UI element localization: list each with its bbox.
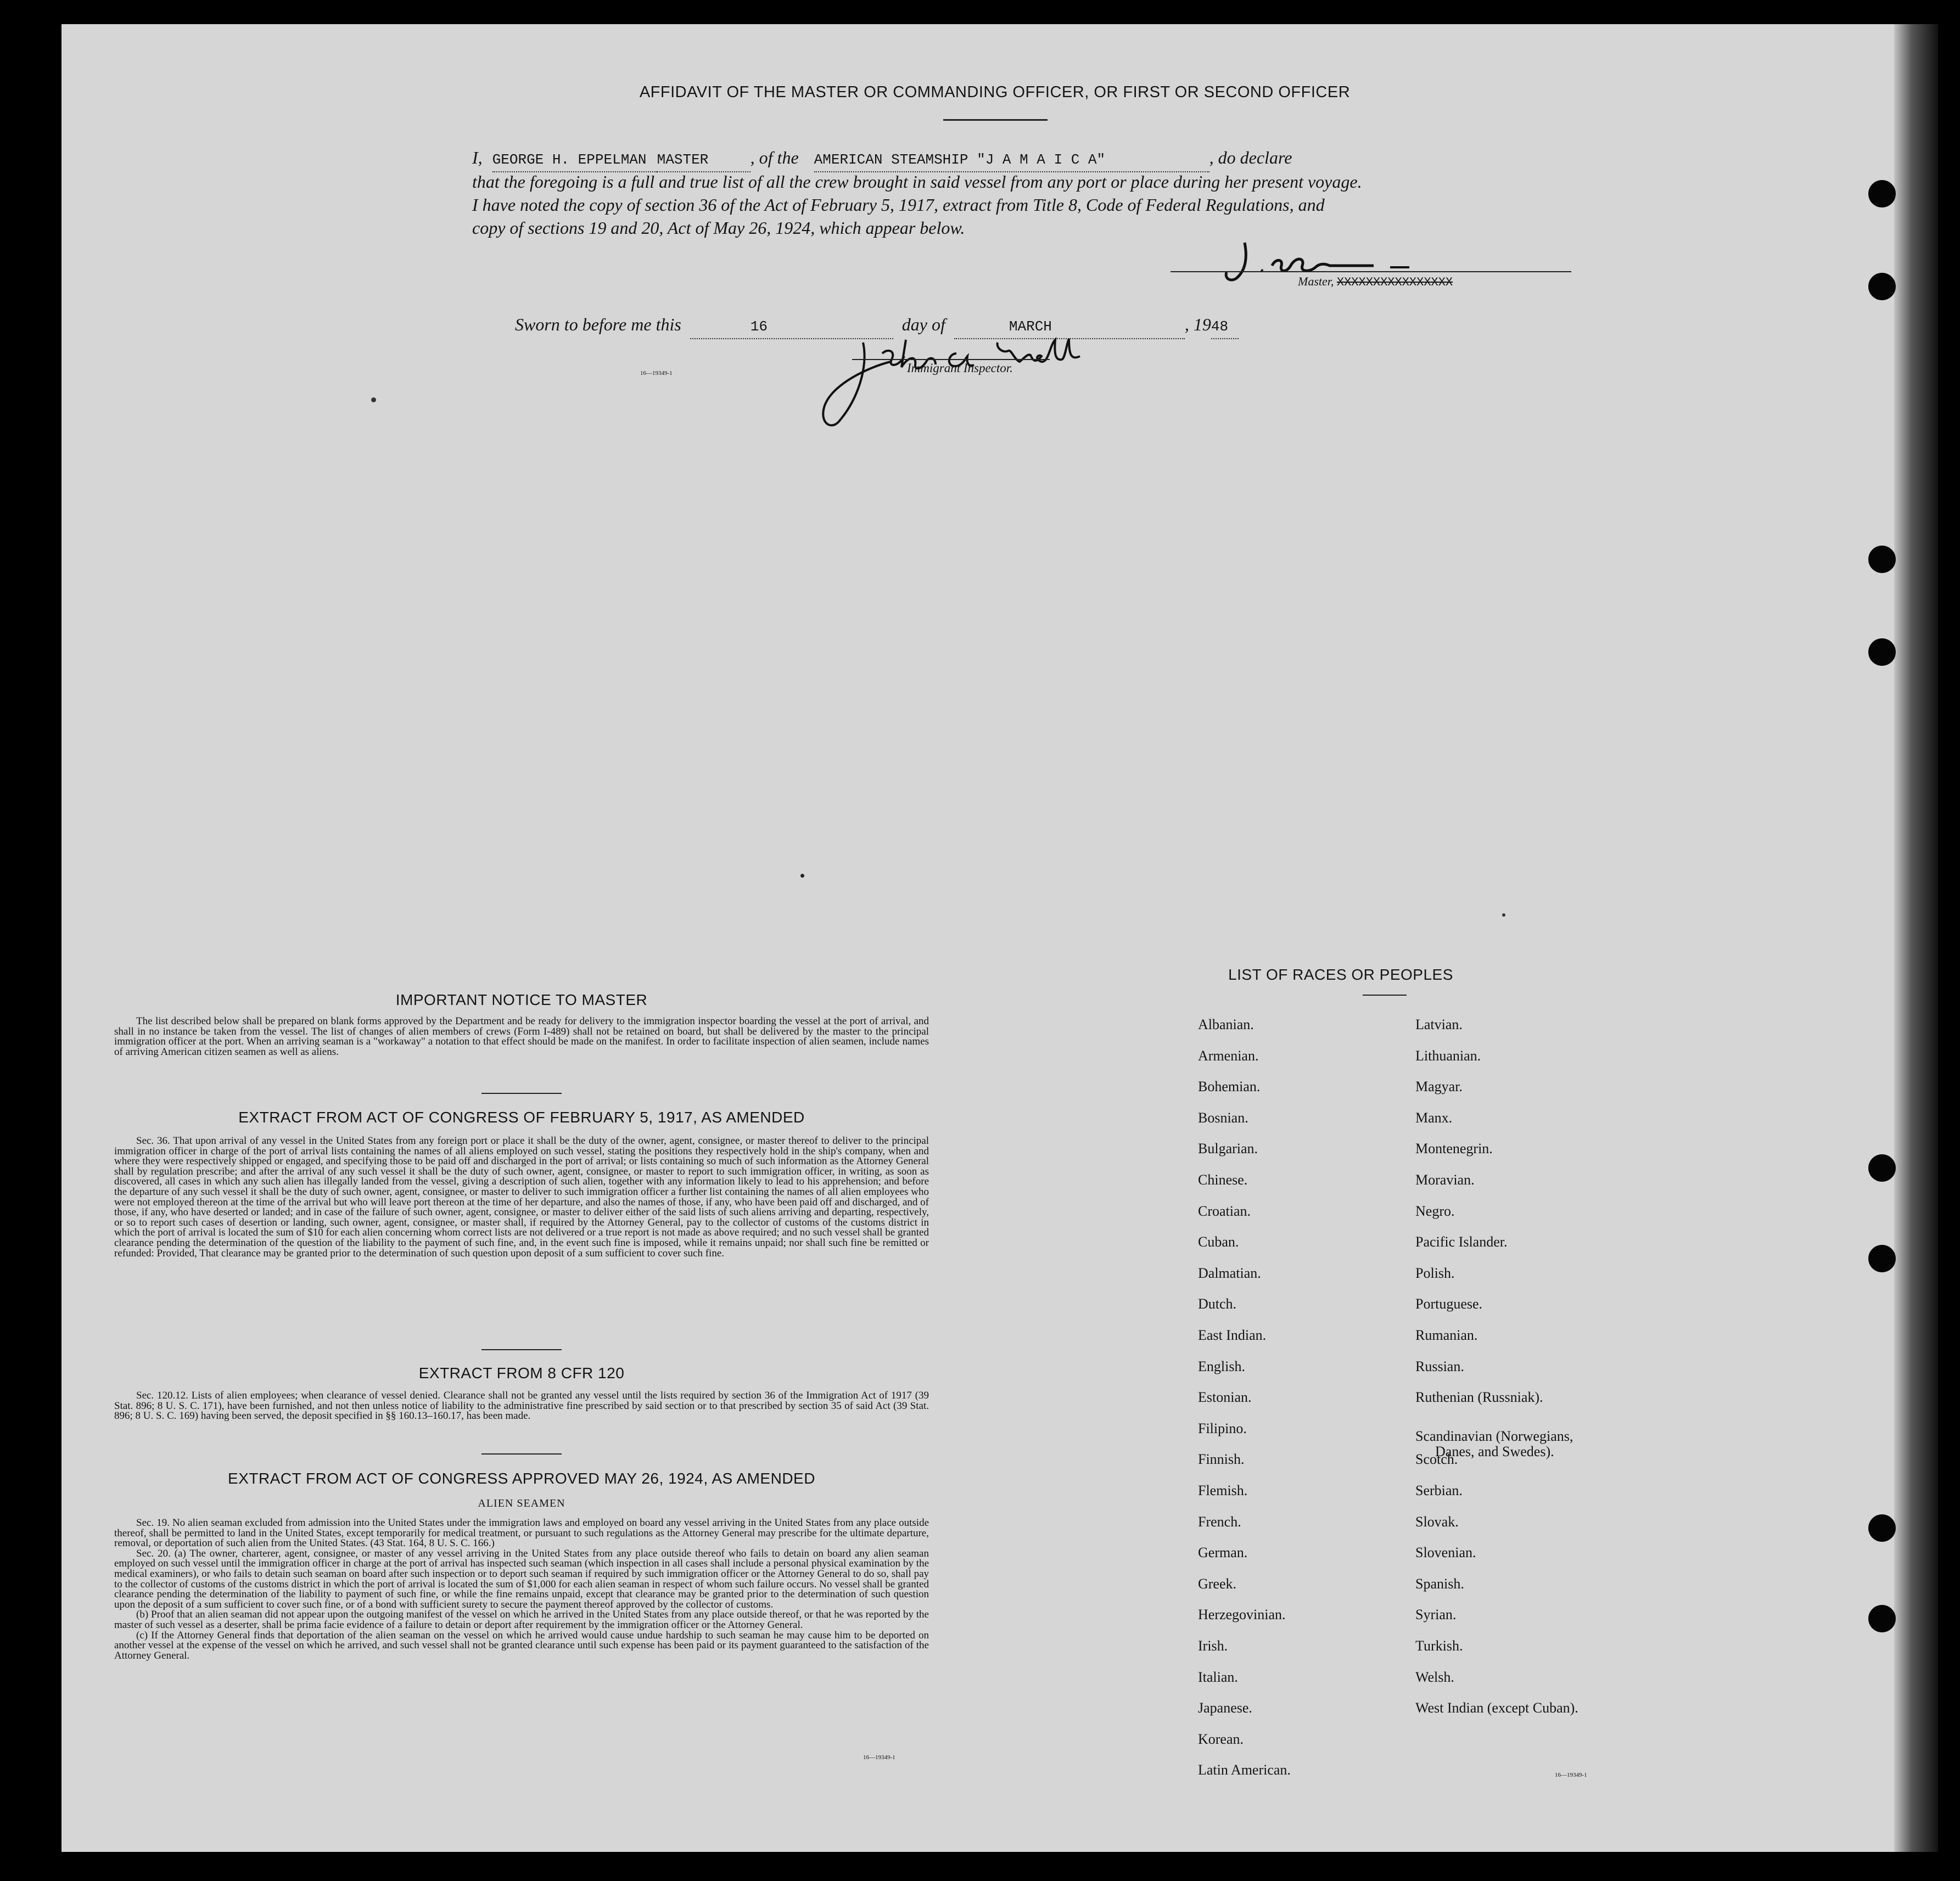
races-title: LIST OF RACES OR PEOPLES	[1228, 966, 1453, 983]
master-name-field: GEORGE H. EPPELMAN	[492, 148, 657, 172]
notice-text	[114, 1017, 929, 1057]
master-caption	[1298, 274, 1453, 289]
binder-hole	[1868, 1514, 1896, 1542]
race-item: Portuguese.	[1415, 1296, 1483, 1312]
notice-paragraph: The list described below shall be prepared on blank forms approved by the Department and be ready for delivery to the immigration inspector boarding the vessel at the port of arrival, and shall in no instance be taken from the vessel. The list of changes of alien members of crews (Form I-489) shall not be retained on board, but shall be delivered by the master to the principal immigration officer at the port. When an arriving seaman is a "workaway" a notation to that effect should be made on the manifest. In order to facilitate inspection of alien seamen, include names of arriving American citizen seamen as well as aliens.	[114, 1015, 929, 1058]
form-page	[61, 24, 1894, 1852]
race-item: Scandinavian (Norwegians,	[1415, 1428, 1573, 1444]
race-item: Russian.	[1415, 1358, 1464, 1374]
inspector-signature-line	[852, 359, 1050, 360]
race-item: French.	[1198, 1513, 1241, 1530]
master-signature-line	[1171, 271, 1571, 272]
race-item: Chinese.	[1198, 1172, 1248, 1188]
sec-19-paragraph: Sec. 19. No alien seaman excluded from admission into the United States under the immigration laws and employed on board any vessel arriving in the United States from any place outside thereof, shall be permitted to land in the United States, except temporarily for medical treatment, or pursuant to such regulations as the Attorney General may prescribe for the ultimate departure, removal, or deportation of such alien from the United States. (43 Stat. 164, 8 U. S. C. 166.)	[114, 1517, 929, 1549]
divider-1	[481, 1093, 562, 1094]
speck	[1502, 913, 1505, 917]
race-item: Welsh.	[1415, 1669, 1454, 1685]
race-item: Albanian.	[1198, 1017, 1254, 1032]
inspector-caption: Immigrant Inspector.	[907, 361, 1013, 375]
race-item: Serbian.	[1415, 1483, 1463, 1498]
rank-field: MASTER	[657, 148, 751, 172]
binder-hole	[1868, 1154, 1896, 1182]
race-item: Dalmatian.	[1198, 1265, 1261, 1281]
race-item: Scotch.	[1415, 1451, 1458, 1468]
master-caption-label: Master,	[1298, 274, 1334, 288]
vessel-field: AMERICAN STEAMSHIP "J A M A I C A"	[814, 148, 1209, 172]
race-item: Japanese.	[1198, 1700, 1252, 1716]
race-item: East Indian.	[1198, 1327, 1267, 1343]
page-edge-shadow	[1894, 24, 1938, 1852]
race-item: Italian.	[1198, 1669, 1238, 1685]
year-field: 48	[1211, 315, 1239, 339]
speck	[800, 874, 804, 878]
race-item: Finnish.	[1198, 1451, 1245, 1468]
race-item: Flemish.	[1198, 1483, 1248, 1498]
race-item: English.	[1198, 1358, 1245, 1374]
extract-1917-paragraph: Sec. 36. That upon arrival of any vessel in the United States from any foreign port or place it shall be the duty of the owner, agent, consignee, or master thereof to deliver to the principal immigration officer in charge of the port of arrival lists containing the names of all aliens employed on such vessel, stating the positions they respectively hold in the ship's company, when and where they were respectively shipped or engaged, and specifying those to be paid off and discharged in the port of arrival; or lists containing so much of such information as the Attorney General shall by regulation prescribe; and after the arrival of any such vessel it shall be the duty of such owner, agent, consignee, or master to report to such immigration officer, in writing, as soon as discovered, all cases in which any such alien has illegally landed from the vessel, giving a description of such alien, together with any information likely to lead to his apprehension; and before the departure of any such vessel it shall be the duty of such owner, agent, consignee, or master to deliver to such immigration officer a further list containing the names of all alien employees who were not employed thereon at the time of the arrival but who will leave port thereon at the time of her departure, and also the names of those, if any, who have been paid off and discharged, and of those, if any, who have deserted or landed; and in case of the failure of such owner, agent, consignee, or master to deliver either of the said lists of such aliens arriving and departing, respectively, or so to report such cases of desertion or landing, such owner, agent, consignee, or master shall, if required by the Attorney General, pay to the collector of customs of the customs district in which the port of arrival is located the sum of $10 for each alien concerning whom correct lists are not delivered or a true report is not made as above required; and no such vessel shall be granted clearance pending the determination of the question of the liability to the payment of such fine, and, in the event such fine is imposed, while it remains unpaid; nor shall such fine be remitted or refunded: Provided, That clearance may be granted prior to the determination of such question upon deposit of a sum sufficient to cover such fine.	[114, 1135, 929, 1259]
extract-cfr-text	[114, 1391, 929, 1422]
binder-hole	[1868, 1605, 1896, 1632]
affidavit-line-1	[472, 146, 1581, 172]
alien-seamen-subtitle: ALIEN SEAMEN	[478, 1497, 565, 1509]
day-field: 16	[690, 315, 893, 339]
race-item: Slovenian.	[1415, 1545, 1476, 1561]
inspector-signature-svg	[792, 323, 1132, 433]
extract-1917-title: EXTRACT FROM ACT OF CONGRESS OF FEBRUARY 5, 1917, AS AMENDED	[238, 1109, 805, 1126]
race-item: Croatian.	[1198, 1203, 1251, 1219]
race-item: Negro.	[1415, 1203, 1455, 1219]
of-the-label: , of the	[750, 148, 799, 167]
form-number-right: 16—19349-1	[1555, 1772, 1587, 1778]
race-item: Greek.	[1198, 1575, 1237, 1592]
race-item: Irish.	[1198, 1638, 1228, 1654]
extract-1924-title: EXTRACT FROM ACT OF CONGRESS APPROVED MAY 26, 1924, AS AMENDED	[228, 1470, 815, 1487]
race-item: Latin American.	[1198, 1762, 1291, 1778]
race-item: Cuban.	[1198, 1234, 1239, 1250]
race-item: Moravian.	[1415, 1172, 1475, 1188]
affidavit-line-3: I have noted the copy of section 36 of the Act of February 5, 1917, extract from Title 8, Code of Federal Regulations, and	[472, 195, 1325, 215]
affidavit-line-4: copy of sections 19 and 20, Act of May 26, 1924, which appear below.	[472, 218, 965, 238]
divider-3	[481, 1453, 562, 1455]
sec-20a-paragraph: Sec. 20. (a) The owner, charterer, agent, consignee, or master of any vessel arriving in the United States from any place outside thereof who fails to detain on board any alien seaman employed on such vessel until the immigration officer in charge at the port of arrival has inspected such seaman (which inspection in all cases shall include a personal physical examination by the medical examiners), or who fails to detain such seaman on board after such inspection or to deport such seaman if required by such immigration officer or the Attorney General to do so, shall pay to the collector of customs of the customs district in which the port of arrival is located the sum of $1,000 for each alien seaman in respect of whom such failure occurs. No vessel shall be granted clearance pending the determination of the liability to payment of such fine, or while the fine remains unpaid, except that clearance may be granted prior to the determination of such question upon the deposit of a sum sufficient to cover such fine, or of a bond with sufficient surety to secure the payment thereof approved by the collector of customs.	[114, 1547, 929, 1610]
binder-hole	[1868, 273, 1896, 300]
extract-cfr-paragraph: Sec. 120.12. Lists of alien employees; when clearance of vessel denied. Clearance shall not be granted any vessel until the lists required by section 36 of the Immigration Act of 1917 (39 Stat. 896; 8 U. S. C. 171), have been furnished, and not then unless notice of liability to the administrative fine prescribed by said section or to that prescribed by section 35 of said Act (39 Stat. 896; 8 U. S. C. 169) having been served, the deposit specified in §§ 160.13–160.17, has been made.	[114, 1390, 929, 1422]
sec-20b-paragraph: (b) Proof that an alien seaman did not appear upon the outgoing manifest of the vessel on which he arrived in the United States from any place outside thereof, or that he was reported by the master of such vessel as a deserter, shall be prima facie evidence of a failure to detain or deport after requirement by the immigration officer or the Attorney General.	[114, 1609, 929, 1631]
race-item: Montenegrin.	[1415, 1141, 1493, 1157]
inspector-signature	[792, 323, 1132, 433]
struck-caption: XXXXXXXXXXXXXXXX	[1336, 276, 1453, 289]
race-item: Syrian.	[1415, 1607, 1457, 1623]
race-item: Bulgarian.	[1198, 1141, 1258, 1157]
sec-20c-paragraph: (c) If the Attorney General finds that deportation of the alien seaman on the vessel on which he arrived would cause undue hardship to such seaman he may cause him to be deported on another vessel at the expense of the vessel on which he arrived, and such vessel shall not be granted clearance until such expense has been paid or its payment guaranteed to the satisfaction of the Attorney General.	[114, 1629, 929, 1661]
race-item: Spanish.	[1415, 1575, 1464, 1592]
form-number-left: 16—19349-1	[863, 1754, 895, 1761]
notice-title: IMPORTANT NOTICE TO MASTER	[395, 991, 648, 1008]
title-divider	[943, 119, 1048, 121]
form-number-top: 16—19349-1	[640, 370, 673, 377]
race-item: Latvian.	[1415, 1017, 1463, 1032]
race-item: Manx.	[1415, 1109, 1453, 1126]
race-item: German.	[1198, 1545, 1248, 1561]
race-item: Turkish.	[1415, 1638, 1463, 1654]
binder-hole	[1868, 546, 1896, 573]
speck	[371, 397, 376, 402]
binder-hole	[1868, 638, 1896, 666]
race-item: Armenian.	[1198, 1047, 1259, 1064]
year-prefix: , 19	[1184, 315, 1211, 334]
affidavit-line-2: that the foregoing is a full and true list of all the crew brought in said vessel from any port or place during her present voyage.	[472, 172, 1362, 192]
i-label: I,	[472, 148, 483, 167]
divider-2	[481, 1349, 562, 1350]
race-item: Slovak.	[1415, 1513, 1459, 1530]
month-field: MARCH	[954, 315, 1185, 339]
extract-1917-text	[114, 1136, 929, 1259]
day-of-label: day of	[901, 315, 945, 334]
race-item: Ruthenian (Russniak).	[1415, 1389, 1543, 1406]
do-declare-label: , do declare	[1209, 148, 1292, 167]
race-item: Bosnian.	[1198, 1109, 1248, 1126]
races-divider	[1363, 995, 1407, 996]
extract-cfr-title: EXTRACT FROM 8 CFR 120	[418, 1365, 625, 1382]
sworn-label: Sworn to before me this	[515, 315, 681, 334]
race-item: Filipino.	[1198, 1420, 1247, 1436]
race-item: Pacific Islander.	[1415, 1234, 1508, 1250]
binder-hole	[1868, 1245, 1896, 1272]
binder-hole	[1868, 180, 1896, 207]
race-item: Magyar.	[1415, 1079, 1463, 1095]
race-item: West Indian (except Cuban).	[1415, 1700, 1578, 1716]
race-item: Bohemian.	[1198, 1079, 1261, 1095]
race-item: Polish.	[1415, 1265, 1455, 1281]
race-item: Danes, and Swedes).	[1435, 1443, 1554, 1459]
race-item: Rumanian.	[1415, 1327, 1478, 1343]
race-item: Korean.	[1198, 1731, 1244, 1747]
race-item: Estonian.	[1198, 1389, 1252, 1406]
affidavit-title: AFFIDAVIT OF THE MASTER OR COMMANDING OFFICER, OR FIRST OR SECOND OFFICER	[639, 83, 1351, 101]
race-item: Lithuanian.	[1415, 1047, 1481, 1064]
race-item: Herzegovinian.	[1198, 1607, 1286, 1623]
extract-1924-text	[114, 1518, 929, 1661]
race-item: Dutch.	[1198, 1296, 1237, 1312]
